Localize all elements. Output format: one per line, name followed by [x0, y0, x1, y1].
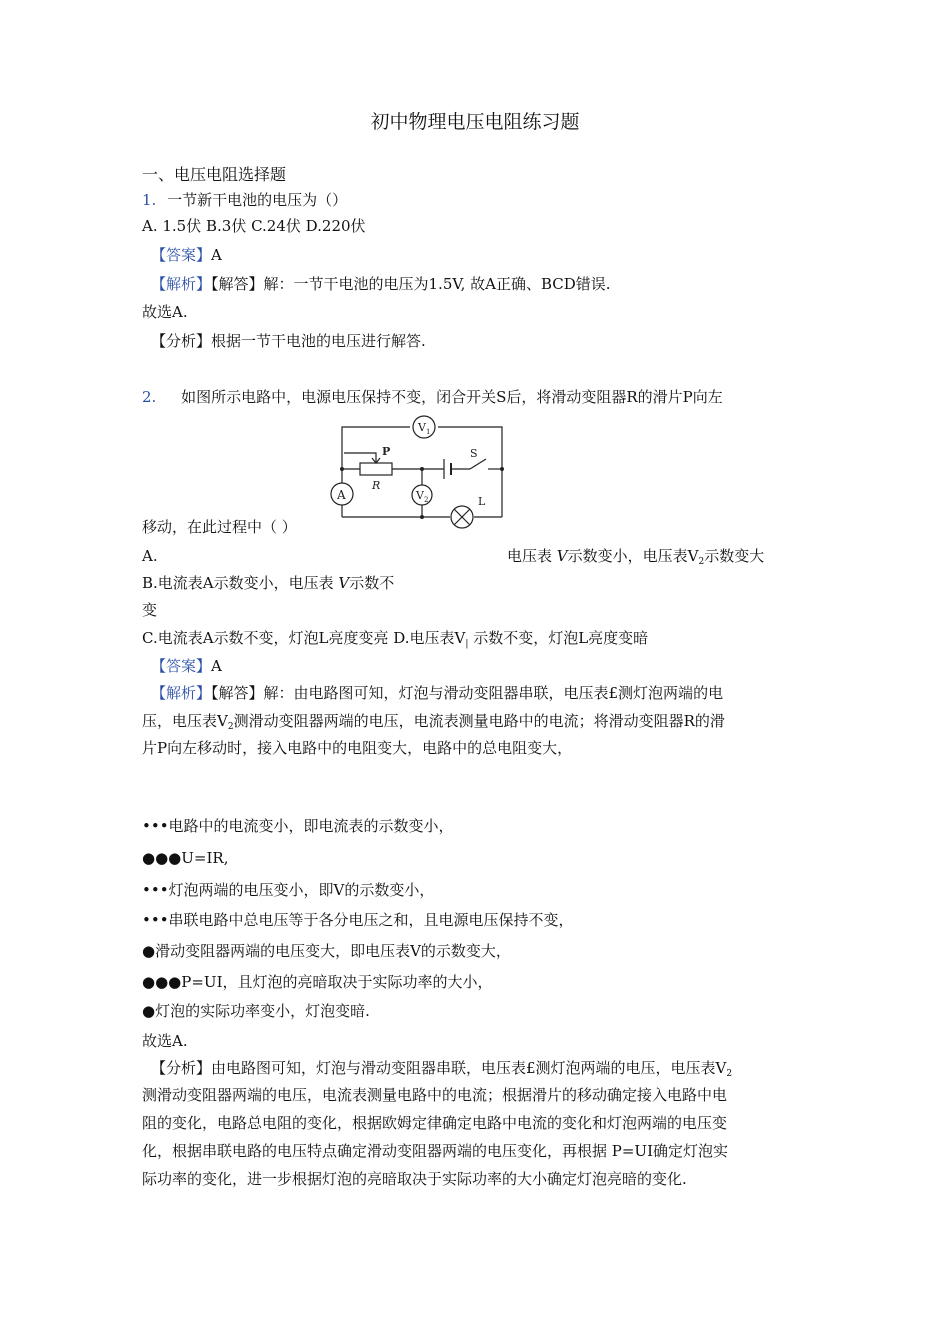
question-2-fenxi-l1: 【分析】由电路图可知，灯泡与滑动变阻器串联，电压表£测灯泡两端的电压，电压表$V_2$	[151, 1059, 733, 1079]
question-2-text-cont: 移动，在此过程中（ ）	[142, 518, 297, 536]
question-1-fenxi: 【分析】根据一节干电池的电压进行解答.	[151, 332, 426, 350]
resistor-r	[360, 463, 392, 475]
question-1-answer	[151, 245, 222, 265]
question-2-analysis-l3: 片P向左移动时，接入电路中的电阻变大，电路中的总电阻变大，	[142, 739, 573, 757]
analysis-text: 【解答】解：一节干电池的电压为1.5V, 故A正确、BCD错误.	[211, 275, 611, 293]
step-line: •••灯泡两端的电压变小，即V的示数变小，	[142, 881, 435, 899]
p-label: P	[382, 445, 391, 458]
s-label: S	[470, 447, 478, 460]
question-2-analysis-l2: 压，电压表$V_2$测滑动变阻器两端的电压，电流表测量电路中的电流；将滑动变阻器R的滑	[142, 712, 725, 732]
junction-dot	[340, 467, 344, 471]
step-line: ●滑动变阻器两端的电压变大，即电压表V的示数变大，	[142, 942, 511, 960]
v2-label: $V_2$	[416, 489, 429, 504]
option-a-label: A.	[142, 547, 158, 565]
question-1	[142, 190, 347, 210]
question-2-analysis-l1: 【解析】【解答】解：由电路图可知，灯泡与滑动变阻器串联，电压表£测灯泡两端的电	[151, 684, 724, 702]
answer-value: A	[211, 657, 222, 675]
question-text: 如图所示电路中，电源电压保持不变，闭合开关S后，将滑动变阻器R的滑片P向左	[181, 388, 723, 406]
circuit-diagram	[326, 413, 512, 535]
option-b-continuation: 变	[142, 601, 158, 619]
analysis-tag: 【解析】	[151, 684, 212, 702]
option-a-text: 电压表 V示数变小，电压表$V_2$示数变大	[507, 547, 765, 567]
step-line: ●●●P=UI，且灯泡的亮暗取决于实际功率的大小，	[142, 973, 493, 991]
option-cd-text: C.电流表A示数不变，灯泡L亮度变亮 D.电压表$V_|$ 示数不变，灯泡L亮度变暗	[142, 629, 649, 649]
question-2-fenxi-l2: 测滑动变阻器两端的电压，电流表测量电路中的电流；根据滑片的移动确定接入电路中电	[142, 1086, 728, 1104]
junction-dot	[500, 467, 504, 471]
question-2-conclusion: 故选A.	[142, 1032, 188, 1050]
question-2-fenxi-l5: 际功率的变化，进一步根据灯泡的亮暗取决于实际功率的大小确定灯泡亮暗的变化.	[142, 1170, 687, 1188]
step-line: ●●●U=IR,	[142, 849, 229, 867]
option-b-text: B.电流表A示数变小，电压表 V示数不	[142, 574, 395, 592]
step-line: ●灯泡的实际功率变小，灯泡变暗.	[142, 1002, 370, 1020]
question-number: 1.	[142, 191, 157, 209]
page-title: 初中物理电压电阻练习题	[370, 111, 580, 133]
question-2-fenxi-l3: 阻的变化，电路总电阻的变化，根据欧姆定律确定电路中电流的变化和灯泡两端的电压变	[142, 1114, 728, 1132]
question-text: 一节新干电池的电压为（）	[167, 191, 348, 209]
answer-value: A	[211, 246, 222, 264]
step-line: •••电路中的电流变小，即电流表的示数变小，	[142, 817, 454, 835]
question-2	[142, 387, 723, 407]
l-label: L	[478, 495, 486, 508]
junction-dot	[420, 467, 424, 471]
slider-wire	[344, 453, 376, 463]
step-line: •••串联电路中总电压等于各分电压之和，且电源电压保持不变，	[142, 911, 574, 929]
question-1-analysis	[151, 274, 611, 294]
section-heading: 一、电压电阻选择题	[142, 165, 287, 184]
answer-tag: 【答案】	[151, 246, 212, 264]
junction-dot	[420, 515, 424, 519]
question-2-fenxi-l4: 化，根据串联电路的电压特点确定滑动变阻器两端的电压变化，再根据 P=UI确定灯泡实	[142, 1142, 728, 1160]
a-label: A	[337, 488, 346, 502]
answer-tag: 【答案】	[151, 657, 212, 675]
question-1-conclusion: 故选A.	[142, 303, 188, 321]
r-label: R	[372, 479, 381, 492]
question-number: 2.	[142, 388, 157, 406]
switch-blade	[470, 459, 486, 469]
question-1-options: A. 1.5伏 B.3伏 C.24伏 D.220伏	[142, 217, 366, 235]
analysis-tag: 【解析】	[151, 275, 212, 293]
question-2-answer	[151, 656, 222, 676]
v1-label: $V_1$	[418, 421, 431, 436]
